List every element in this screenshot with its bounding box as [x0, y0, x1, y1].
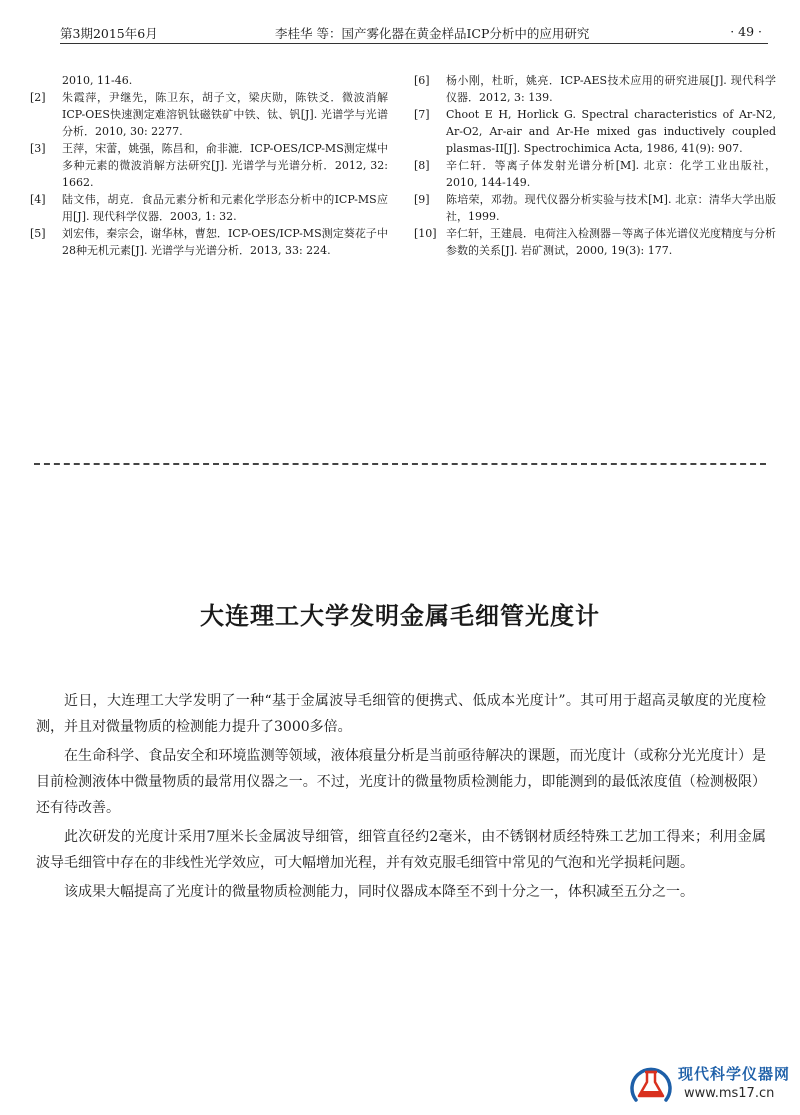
running-title: 李桂华 等：国产雾化器在黄金样品ICP分析中的应用研究	[275, 26, 590, 41]
reference-item	[414, 72, 776, 106]
reference-number: [2]	[30, 91, 46, 104]
reference-number: [10]	[414, 227, 437, 240]
reference-text: Choot E H, Horlick G. Spectral characteristics of Ar-N2, Ar-O2, Ar-air and Ar-He mixed gas inductively coupled plasmas-II[J]. Spectrochimica Acta, 1986, 41(9): 907.	[446, 108, 776, 155]
reference-text: 辛仁轩．等离子体发射光谱分析[M]. 北京：化学工业出版社，2010, 144-149.	[446, 159, 776, 189]
reference-item	[414, 225, 776, 259]
reference-item	[414, 191, 776, 225]
article-paragraph: 在生命科学、食品安全和环境监测等领域，液体痕量分析是当前亟待解决的课题，而光度计（或称分光光度计）是目前检测液体中微量物质的最常用仪器之一。不过，光度计的微量物质检测能力，即能测到的最低浓度值（检测极限）还有待改善。	[36, 748, 766, 816]
reference-text: 王萍，宋蕾，姚强，陈昌和，俞非漉．ICP-OES/ICP-MS测定煤中多种元素的微波消解方法研究[J]. 光谱学与光谱分析．2012, 32: 1662.	[62, 142, 388, 189]
article-body	[36, 688, 766, 908]
reference-item	[30, 89, 388, 140]
page-number: · 49 ·	[730, 24, 762, 39]
issue-date: 第3期2015年6月	[60, 26, 158, 41]
reference-number: [8]	[414, 159, 430, 172]
reference-text: 辛仁轩，王建晨．电荷注入检测器－等离子体光谱仪光度精度与分析参数的关系[J]. 岩矿测试，2000, 19(3): 177.	[446, 227, 776, 257]
reference-number: [3]	[30, 142, 46, 155]
reference-number: [5]	[30, 227, 46, 240]
flask-logo-icon	[628, 1060, 674, 1106]
references-left-column	[30, 72, 388, 259]
reference-text: 陈培荣，邓勃。现代仪器分析实验与技术[M]. 北京：清华大学出版社，1999.	[446, 193, 776, 223]
reference-item	[30, 140, 388, 191]
article-title: 大连理工大学发明金属毛细管光度计	[200, 601, 600, 630]
site-watermark	[628, 1058, 798, 1108]
reference-item	[414, 157, 776, 191]
reference-number: [9]	[414, 193, 430, 206]
reference-text: 刘宏伟，秦宗会，谢华林，曹恕．ICP-OES/ICP-MS测定葵花子中28种无机元素[J]. 光谱学与光谱分析．2013, 33: 224.	[62, 227, 388, 257]
section-divider	[34, 463, 766, 465]
reference-number: [4]	[30, 193, 46, 206]
article-paragraph: 近日，大连理工大学发明了一种“基于金属波导毛细管的便携式、低成本光度计”。其可用于超高灵敏度的光度检测，并且对微量物质的检测能力提升了3000多倍。	[36, 693, 766, 735]
references-right-column	[414, 72, 776, 259]
reference-text: 朱霞萍，尹继先，陈卫东，胡子文，梁庆勋，陈铁爻．微波消解ICP-OES快速测定难溶钒钛磁铁矿中铁、钛、钒[J]. 光谱学与光谱分析．2010, 30: 2277.	[62, 91, 388, 138]
reference-continuation: 2010, 11-46.	[62, 74, 133, 87]
reference-number: [7]	[414, 108, 430, 121]
reference-item	[414, 106, 776, 157]
running-header	[60, 18, 768, 44]
reference-number: [6]	[414, 74, 430, 87]
reference-text: 杨小刚，杜昕，姚亮．ICP-AES技术应用的研究进展[J]. 现代科学仪器．2012, 3: 139.	[446, 74, 776, 104]
watermark-title: 现代科学仪器网	[678, 1065, 791, 1083]
article-paragraph: 该成果大幅提高了光度计的微量物质检测能力，同时仪器成本降至不到十分之一，体积减至五分之一。	[64, 884, 694, 900]
reference-item	[30, 191, 388, 225]
article-paragraph: 此次研发的光度计采用7厘米长金属波导细管，细管直径约2毫米，由不锈钢材质经特殊工艺加工得来；利用金属波导毛细管中存在的非线性光学效应，可大幅增加光程，并有效克服毛细管中常见的气泡和光学损耗问题。	[36, 829, 766, 871]
reference-item	[30, 225, 388, 259]
watermark-url: www.ms17.cn	[684, 1086, 775, 1101]
reference-text: 陆文伟，胡克．食品元素分析和元素化学形态分析中的ICP-MS应用[J]. 现代科学仪器．2003, 1: 32.	[62, 193, 388, 223]
